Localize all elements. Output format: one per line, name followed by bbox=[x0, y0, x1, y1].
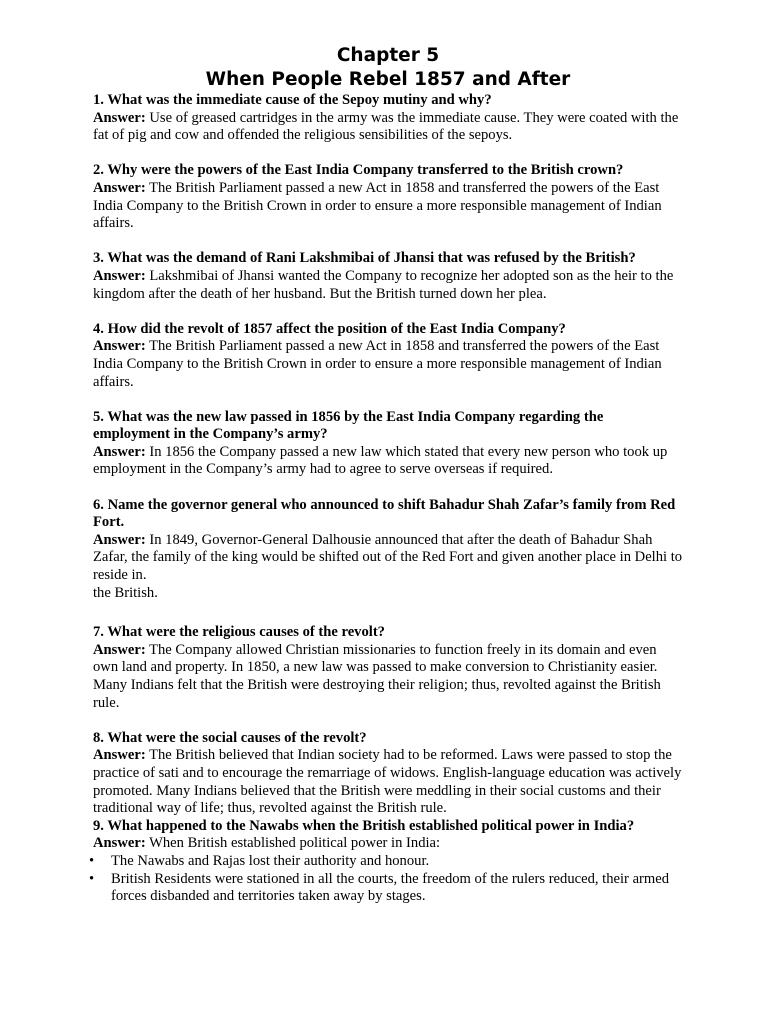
answer-label: Answer: bbox=[93, 641, 146, 658]
answer-9-bullet-list bbox=[89, 852, 683, 906]
answer-6-trailing-text: the British. bbox=[93, 584, 158, 601]
qa-item-4 bbox=[93, 321, 683, 391]
answer-text-5: In 1856 the Company passed a new law which stated that every new person who took up employment in the Company’s army had to agree to serve overseas if required. bbox=[93, 443, 668, 478]
answer-label: Answer: bbox=[93, 267, 146, 284]
answer-label: Answer: bbox=[93, 109, 146, 126]
question-9: 9. What happened to the Nawabs when the British established political power in India? bbox=[93, 817, 635, 834]
answer-text-9: When British established political power in India: bbox=[149, 835, 441, 852]
list-item bbox=[89, 852, 683, 871]
answer-text-2: The British Parliament passed a new Act in 1858 and transferred the powers of the East India Company to the British Crown in order to ensure a more responsible management of Indian affairs. bbox=[93, 179, 662, 232]
answer-3 bbox=[93, 268, 683, 303]
question-5: 5. What was the new law passed in 1856 by the East India Company regarding the employment in the Company’s army? bbox=[93, 408, 604, 443]
qa-item-5 bbox=[93, 409, 683, 479]
answer-8 bbox=[93, 747, 683, 817]
qa-item-9 bbox=[89, 817, 683, 906]
bullet-icon: • bbox=[89, 852, 95, 869]
question-3: 3. What was the demand of Rani Lakshmibai of Jhansi that was refused by the British? bbox=[93, 250, 636, 267]
answer-7 bbox=[93, 642, 683, 712]
answer-label: Answer: bbox=[93, 179, 146, 196]
question-2: 2. Why were the powers of the East India Company transferred to the British crown? bbox=[93, 162, 624, 179]
qa-item-6 bbox=[93, 497, 683, 603]
answer-6 bbox=[93, 532, 683, 585]
bullet-icon: • bbox=[89, 870, 95, 887]
answer-text-6: In 1849, Governor-General Dalhousie announced that after the death of Bahadur Shah Zafar, the family of the king would be shifted out of the Red Fort and given another place in Delhi to reside in. bbox=[93, 531, 683, 584]
qa-item-1 bbox=[93, 92, 683, 145]
bullet-text: The Nawabs and Rajas lost their authority and honour. bbox=[111, 852, 430, 869]
answer-label: Answer: bbox=[93, 531, 146, 548]
answer-2 bbox=[93, 180, 683, 233]
answer-text-8: The British believed that Indian society had to be reformed. Laws were passed to stop the practice of sati and to encourage the remarriage of widows. English-language education was actively promoted. Many Indians believed that the British were meddling in their social customs and their traditional way of life; thus, revolted against the British rule. bbox=[93, 747, 682, 817]
question-4: 4. How did the revolt of 1857 affect the position of the East India Company? bbox=[93, 320, 566, 337]
answer-label: Answer: bbox=[93, 443, 146, 460]
list-item bbox=[89, 870, 683, 906]
answer-text-4: The British Parliament passed a new Act in 1858 and transferred the powers of the East India Company to the British Crown in order to ensure a more responsible management of Indian affairs. bbox=[93, 338, 662, 390]
answer-label: Answer: bbox=[93, 747, 146, 764]
answer-5 bbox=[93, 444, 683, 479]
answer-label: Answer: bbox=[93, 835, 146, 852]
chapter-title: When People Rebel 1857 and After bbox=[205, 69, 571, 90]
answer-1 bbox=[93, 110, 683, 145]
question-6: 6. Name the governor general who announced to shift Bahadur Shah Zafar’s family from Red Fort. bbox=[93, 496, 676, 531]
qa-item-3 bbox=[93, 250, 683, 303]
qa-item-8 bbox=[93, 730, 683, 818]
answer-label: Answer: bbox=[93, 338, 146, 355]
answer-text-1: Use of greased cartridges in the army was the immediate cause. They were coated with the fat of pig and cow and offended the religious sensibilities of the sepoys. bbox=[93, 109, 679, 144]
question-8: 8. What were the social causes of the revolt? bbox=[93, 729, 367, 746]
answer-9 bbox=[93, 835, 683, 853]
question-1: 1. What was the immediate cause of the Sepoy mutiny and why? bbox=[93, 92, 492, 108]
qa-item-2 bbox=[93, 162, 683, 232]
answer-4 bbox=[93, 338, 683, 391]
answer-text-3: Lakshmibai of Jhansi wanted the Company to recognize her adopted son as the heir to the kingdom after the death of her husband. But the British turned down her plea. bbox=[93, 267, 674, 302]
document-page bbox=[89, 44, 683, 906]
chapter-heading: Chapter 5 bbox=[336, 45, 440, 66]
qa-item-7 bbox=[93, 624, 683, 712]
question-7: 7. What were the religious causes of the revolt? bbox=[93, 624, 385, 641]
bullet-text: British Residents were stationed in all the courts, the freedom of the rulers reduced, their armed forces disbanded and territories taken away by stages. bbox=[111, 870, 670, 905]
answer-text-7: The Company allowed Christian missionaries to function freely in its domain and even own land and property. In 1850, a new law was passed to make conversion to Christianity easier. Many Indians felt that the British were destroying their religion; thus, revolted against the British rule. bbox=[93, 641, 661, 711]
